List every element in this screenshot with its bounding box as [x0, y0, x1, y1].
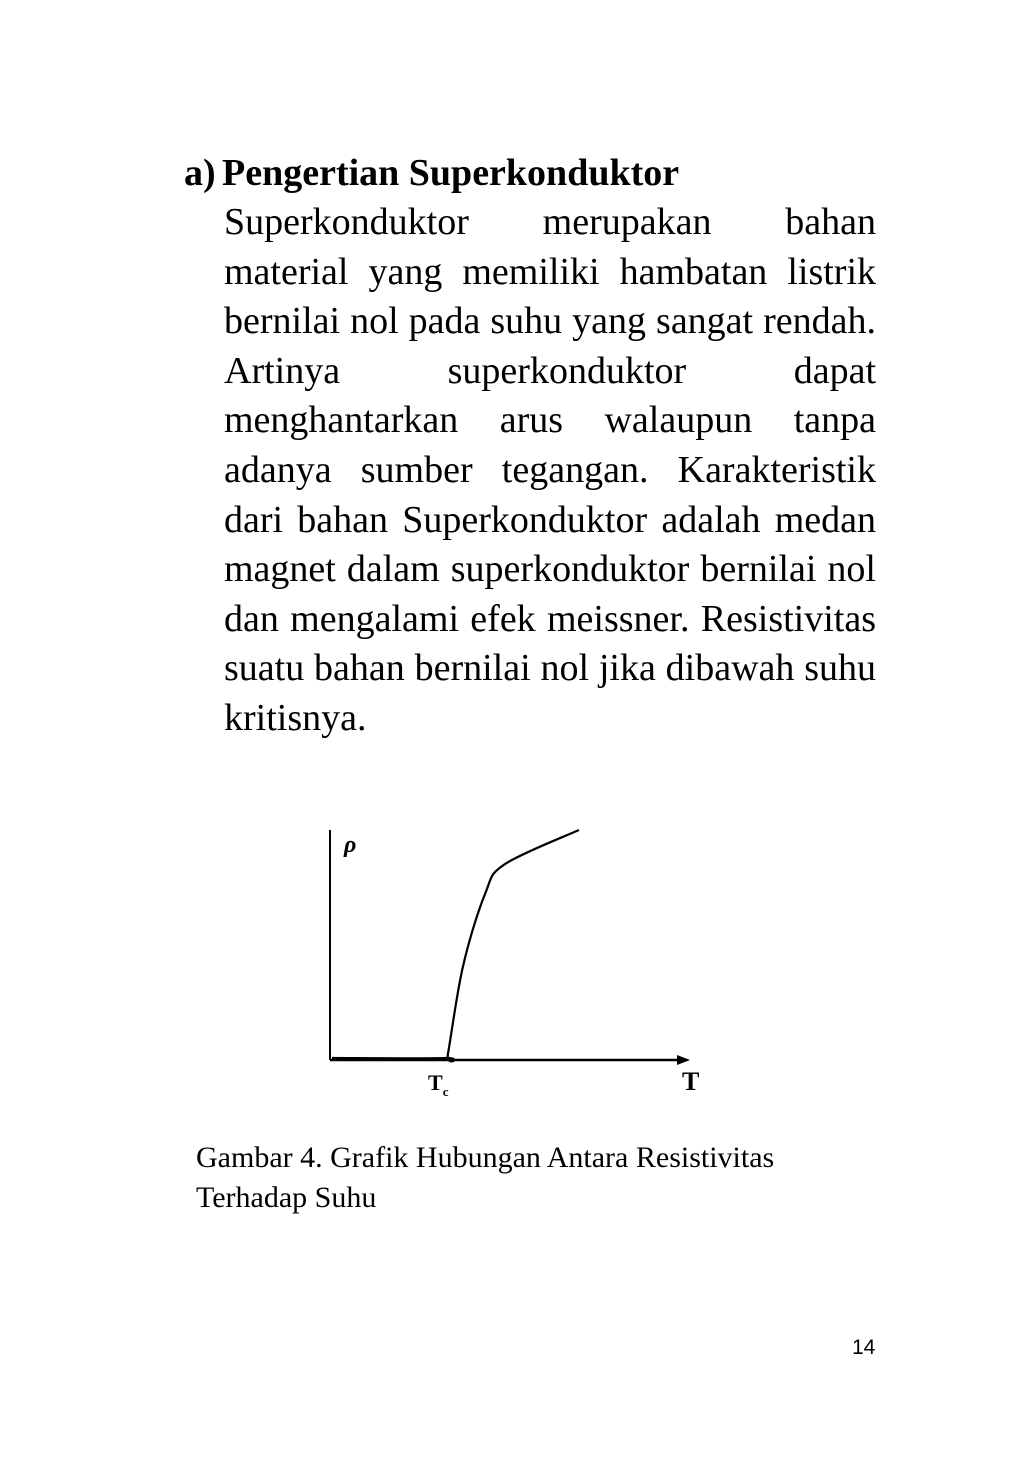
figure-caption: Gambar 4. Grafik Hubungan Antara Resistivitas Terhadap Suhu [196, 1141, 775, 1214]
page-number: 14 [852, 1336, 876, 1359]
y-axis-label: ρ [344, 832, 357, 858]
resistivity-chart [300, 820, 740, 1110]
tc-label-main: T [428, 1070, 443, 1095]
section-paragraph: Superkonduktor merupakan bahan material yang memiliki hambatan listrik bernilai nol pada suhu yang sangat rendah. Artinya superkonduktor dapat menghantarkan arus walaupun tanpa adanya sumber tegangan. Karakteristik dari bahan Superkonduktor adalah medan magnet dalam superkonduktor bernilai nol dan mengalami efek meissner. Resistivitas suatu bahan bernilai nol jika dibawah suhu kritisnya. [224, 201, 876, 739]
resistivity-curve [332, 830, 579, 1061]
x-axis-arrow [677, 1055, 690, 1065]
tc-label-subscript: c [442, 1084, 449, 1099]
tc-tick-label [428, 1070, 449, 1099]
section-title: Pengertian Superkonduktor [222, 152, 680, 194]
x-axis-label: T [682, 1067, 700, 1096]
section-heading [184, 148, 679, 198]
chart-svg [300, 820, 740, 1110]
section-marker: a) [184, 152, 216, 194]
